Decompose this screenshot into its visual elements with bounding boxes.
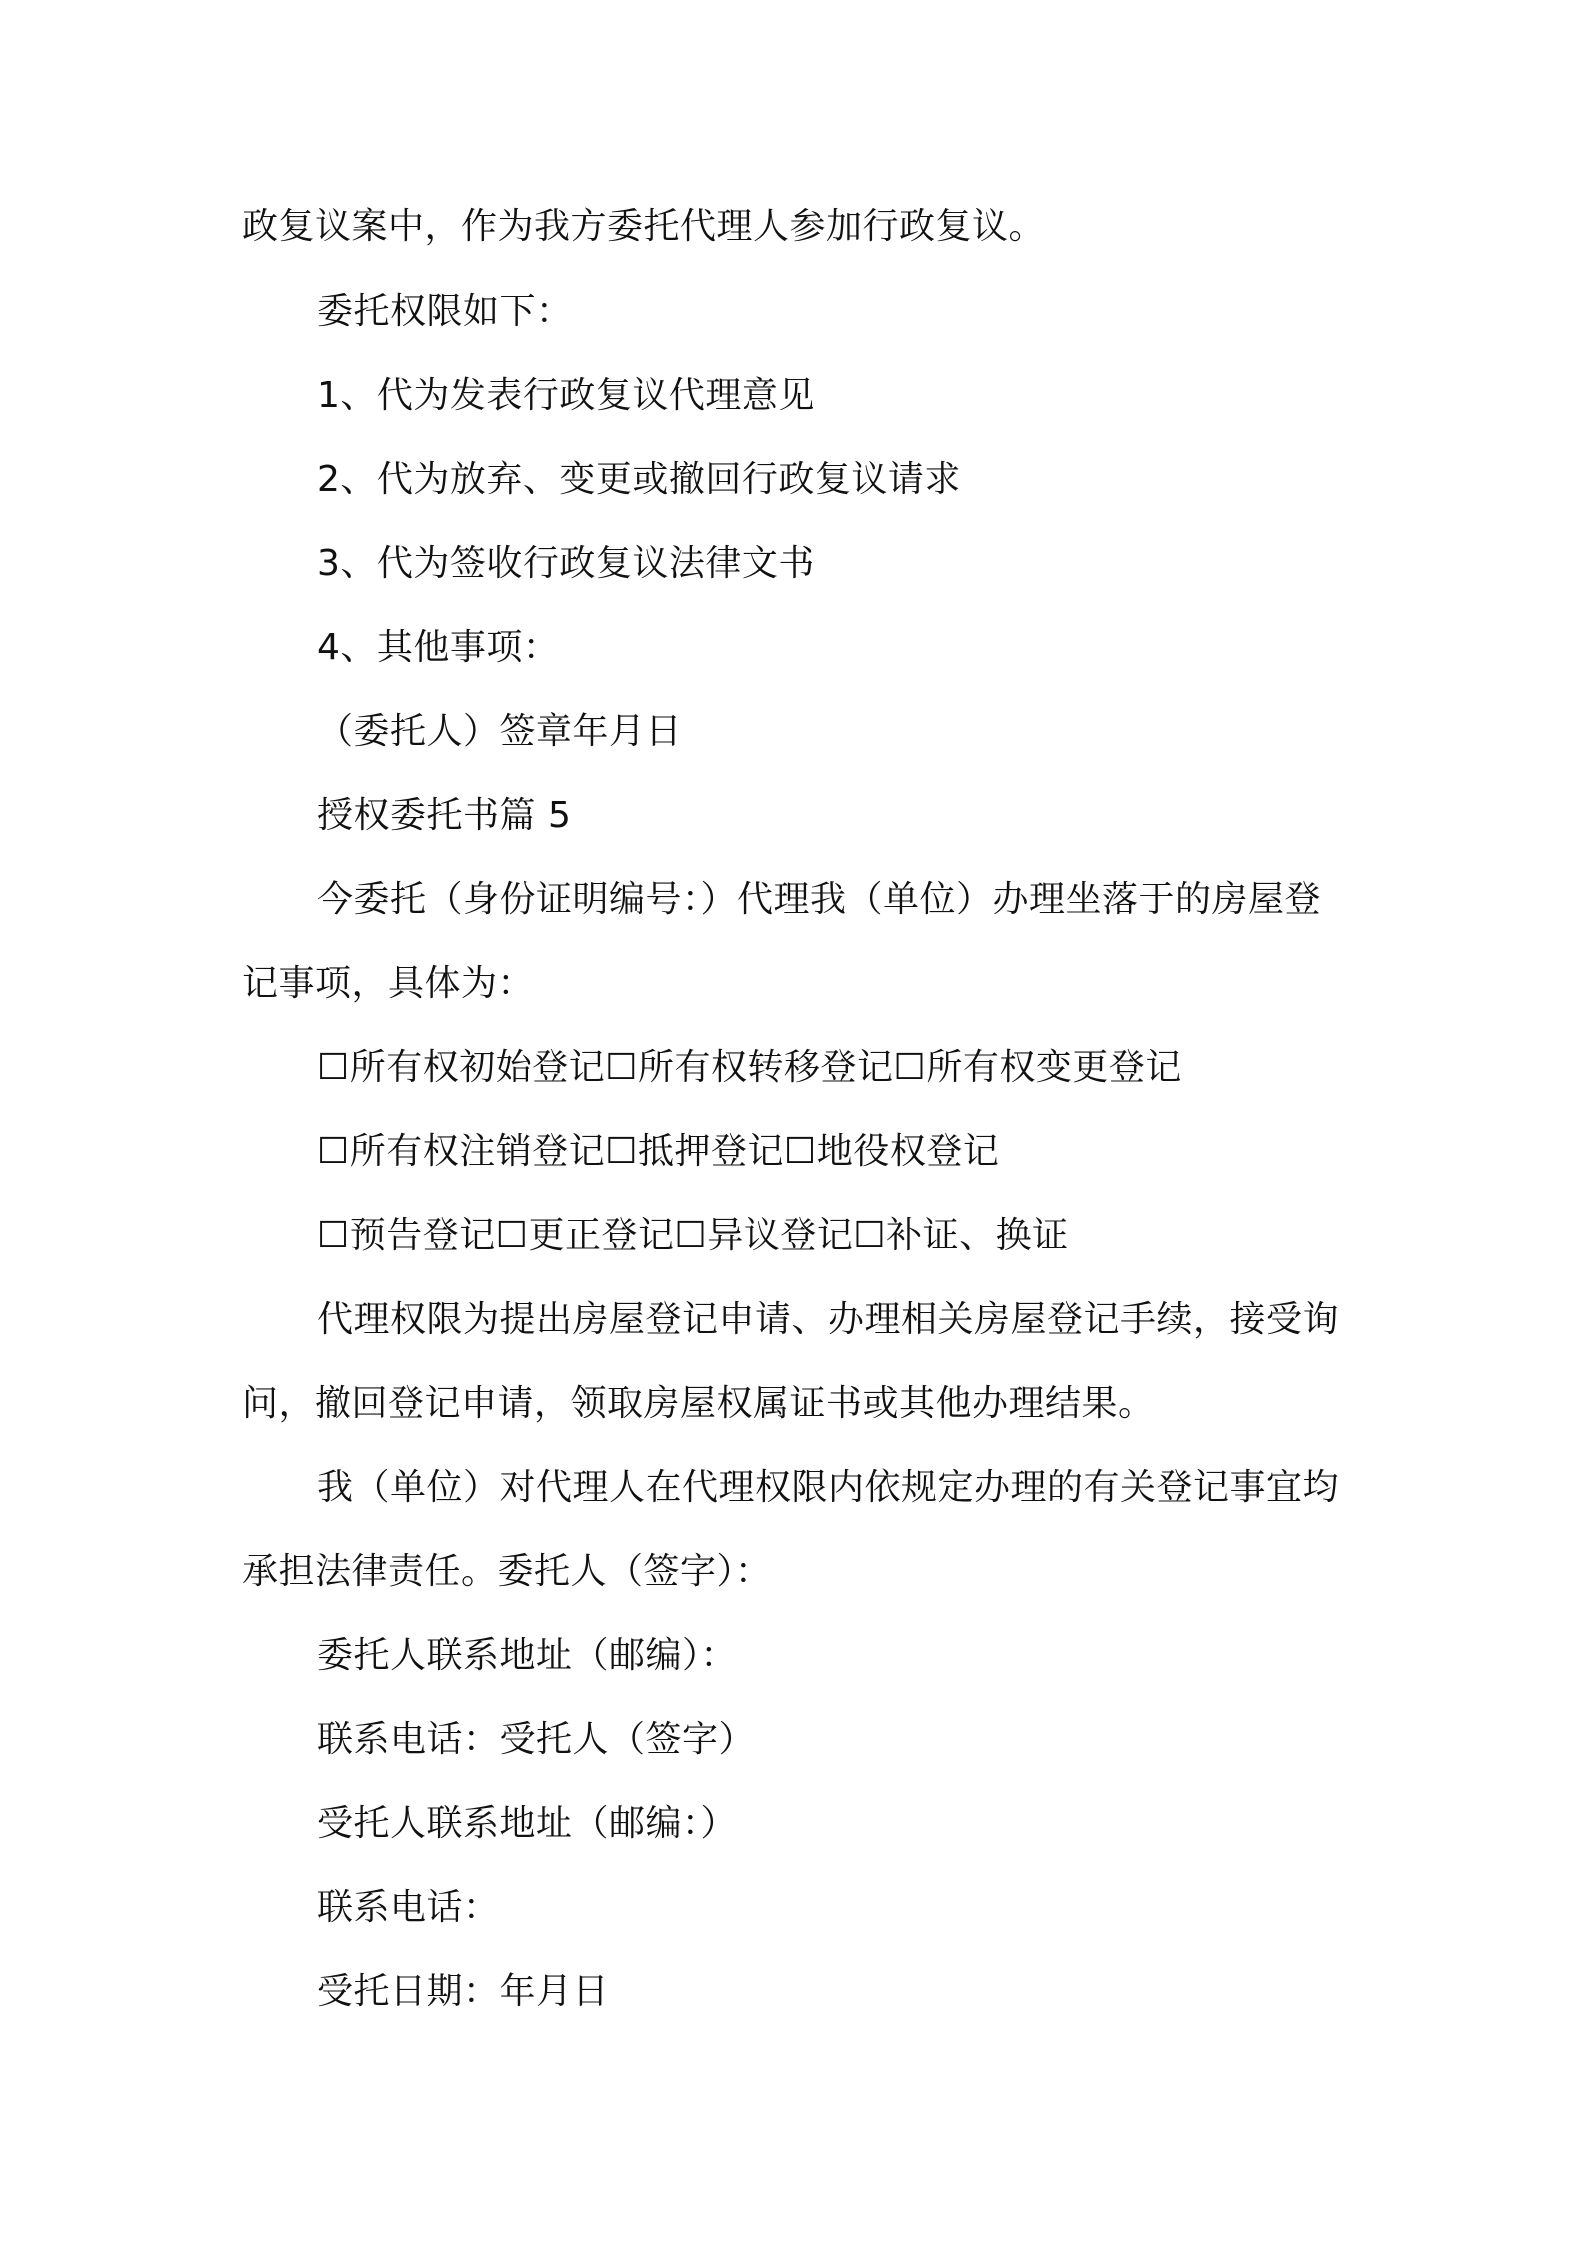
text-line-7: （委托人）签章年月日	[317, 711, 683, 752]
text-line-17: 承担法律责任。委托人（签字）：	[242, 1551, 772, 1592]
text-line-5: 3、代为签收行政复议法律文书	[317, 543, 815, 584]
text-line-18: 委托人联系地址（邮编）：	[317, 1635, 738, 1676]
text-line-6: 4、其他事项：	[317, 627, 560, 668]
checkbox-options-line-3: ☐预告登记☐更正登记☐异议登记☐补证、换证	[317, 1215, 1069, 1256]
text-line-9: 今委托（身份证明编号：）代理我（单位）办理坐落于的房屋登	[317, 879, 1322, 920]
text-line-15: 问，撤回登记申请，领取房屋权属证书或其他办理结果。	[242, 1383, 1155, 1424]
text-line-21: 联系电话：	[317, 1887, 500, 1928]
text-line-22: 受托日期：年月日	[317, 1971, 610, 2012]
text-line-3: 1、代为发表行政复议代理意见	[317, 375, 815, 416]
text-line-19: 联系电话：受托人（签字）	[317, 1719, 756, 1760]
text-line-16: 我（单位）对代理人在代理权限内依规定办理的有关登记事宜均	[317, 1467, 1340, 1508]
text-line-14: 代理权限为提出房屋登记申请、办理相关房屋登记手续，接受询	[317, 1299, 1340, 1340]
text-line-4: 2、代为放弃、变更或撤回行政复议请求	[317, 459, 961, 500]
checkbox-options-line-2: ☐所有权注销登记☐抵押登记☐地役权登记	[317, 1131, 1000, 1172]
text-line-1: 政复议案中，作为我方委托代理人参加行政复议。	[242, 206, 1046, 247]
text-line-10: 记事项，具体为：	[242, 963, 535, 1004]
text-line-2: 委托权限如下：	[317, 291, 573, 332]
text-line-20: 受托人联系地址（邮编：）	[317, 1803, 738, 1844]
section-heading: 授权委托书篇 5	[317, 795, 572, 836]
checkbox-options-line-1: ☐所有权初始登记☐所有权转移登记☐所有权变更登记	[317, 1047, 1182, 1088]
